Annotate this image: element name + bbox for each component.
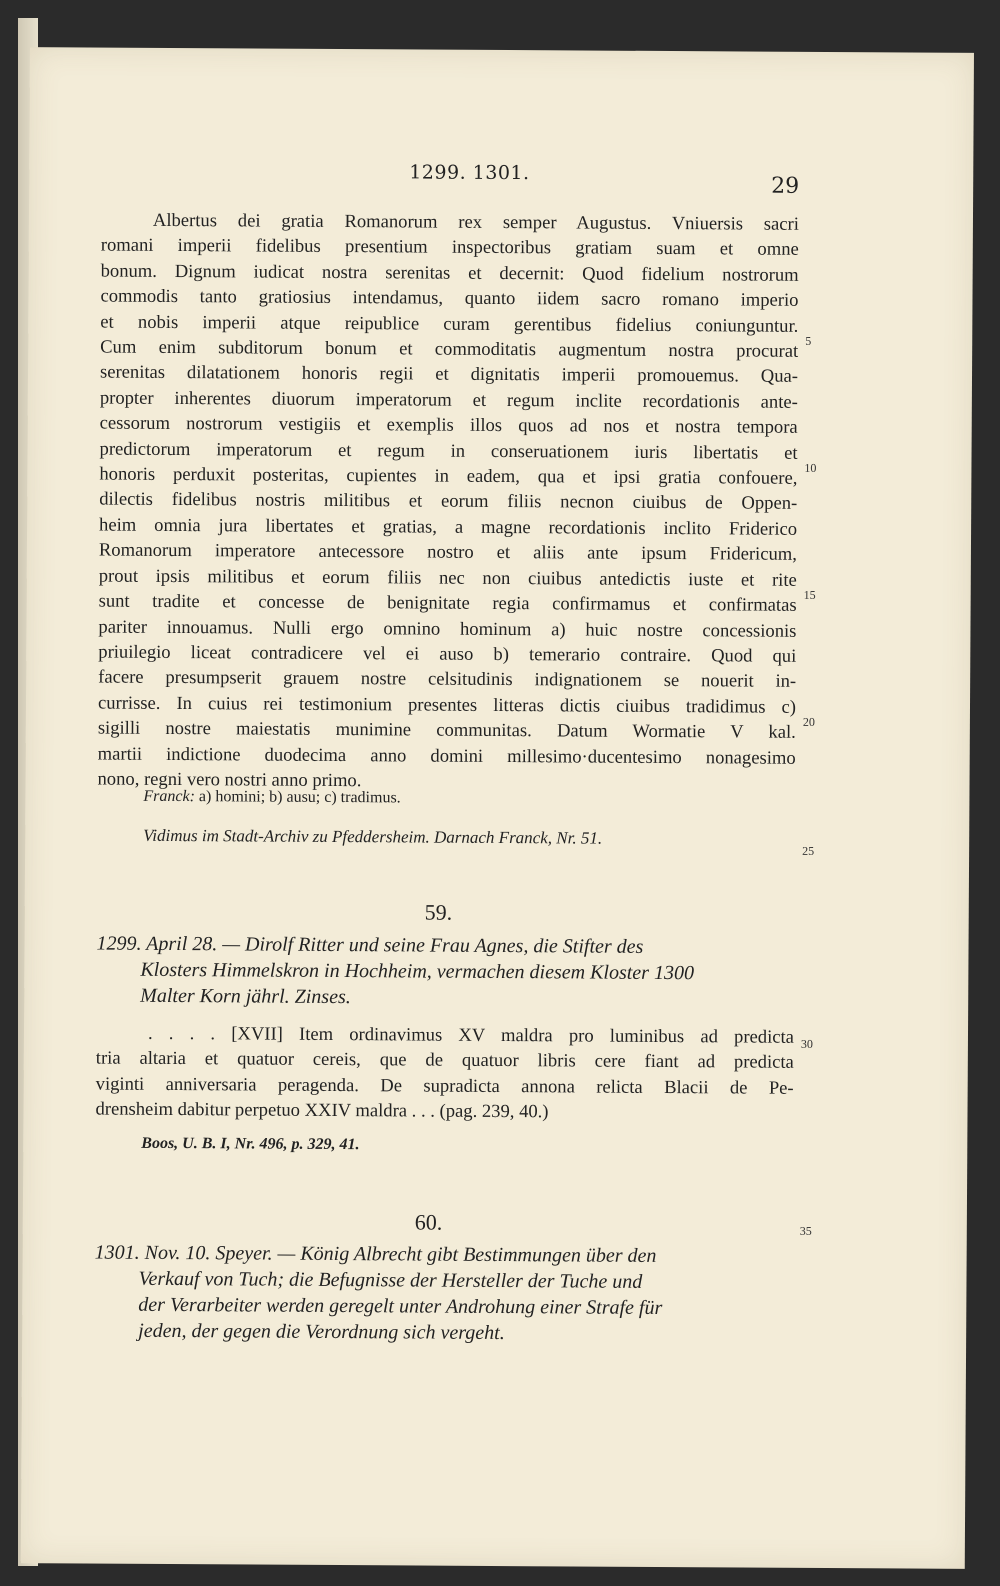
- text-line: sunt tradite et concesse de benignitate regia confirmamus et confirmatas: [98, 590, 797, 616]
- regest-line: jeden, der gegen die Verordnung sich vergeht.: [138, 1319, 505, 1345]
- regest-line: 1299. April 28. — Dirolf Ritter und seine Frau Agnes, die Stifter des: [96, 932, 644, 958]
- document-59-text: [95, 1021, 794, 1127]
- text-line: facere presumpserit grauem nostre celsitudinis indignationem se nouerit in-: [98, 666, 797, 693]
- regest-line: der Verarbeiter werden geregelt unter Androhung einer Strafe für: [138, 1293, 663, 1320]
- footnote-text: a) homini; b) ausu; c) tradimus.: [198, 788, 401, 807]
- line-number-10: 10: [804, 460, 817, 475]
- text-line: predictorum imperatorum et regum in conseruationem iuris libertatis et: [99, 438, 798, 464]
- text-line: serenitas dilatationem honoris regii et dignitatis imperii promouemus. Qua-: [99, 361, 799, 388]
- text-line: cessorum nostrorum vestigiis et exemplis illos quos ad nos et nostra tempora: [99, 412, 798, 439]
- source-note-59: Boos, U. B. I, Nr. 496, p. 329, 41.: [141, 1134, 360, 1154]
- text-line: priuilegio liceat contradicere vel ei auso b) temerario contraire. Quod qui: [98, 641, 797, 667]
- line-number-15: 15: [803, 587, 816, 602]
- line-number-20: 20: [802, 714, 815, 729]
- line-number-35: 35: [799, 1223, 812, 1238]
- text-line: dilectis fidelibus nostris militibus et eorum filiis necnon ciuibus de Oppen-: [99, 489, 798, 515]
- text-line: Cum enim subditorum bonum et commoditatis augmentum nostra procurat: [100, 336, 799, 362]
- footnote: [143, 788, 400, 808]
- text-line: heim omnia jura libertates et gratias, a magne recordationis inclito Friderico: [99, 514, 798, 540]
- text-line: honoris perduxit posteritas, cupientes in eadem, qua et ipsi gratia confouere,: [99, 463, 798, 489]
- text-line: Romanorum imperatore antecessore nostro et aliis ante ipsum Fridericum,: [98, 539, 797, 566]
- text-line: sigilli nostre maiestatis munimine communitas. Datum Wormatie V kal.: [97, 717, 796, 743]
- regest-line: Klosters Himmelskron in Hochheim, vermachen diesem Kloster 1300: [140, 958, 695, 985]
- document-number-59: 59.: [424, 899, 453, 925]
- source-note-58: Vidimus im Stadt-Archiv zu Pfeddersheim. Darnach Franck, Nr. 51.: [143, 825, 603, 848]
- text-line: tria altaria et quatuor cereis, que de quatuor libris cere fiant ad predicta: [95, 1047, 794, 1074]
- regest-line: Malter Korn jährl. Zinses.: [140, 984, 351, 1009]
- regest-59: [96, 931, 796, 1013]
- text-line: et nobis imperii atque reipublice curam gerentibus fidelius coniunguntur.: [100, 311, 799, 337]
- text-line: bonum. Dignum iudicat nostra serenitas et decernit: Quod fidelium nostrorum: [100, 260, 799, 286]
- text-line: viginti anniversaria peragenda. De supradicta annona relicta Blacii de Pe-: [95, 1073, 794, 1099]
- text-line: Albertus dei gratia Romanorum rex semper Augustus. Vniuersis sacri: [152, 209, 800, 235]
- document-58-text: [97, 208, 799, 797]
- text-line: currisse. In cuius rei testimonium presentes litteras dictis ciuibus tradidimus c): [97, 692, 797, 718]
- line-number-25: 25: [802, 843, 815, 858]
- text-line: nono, regni vero nostri anno primo.: [97, 768, 362, 792]
- regest-60: [94, 1240, 795, 1348]
- text-line: propter inherentes diuorum imperatorum et regum inclite recordationis ante-: [99, 387, 798, 413]
- text-line: romani imperii fidelibus presentium inspectoribus gratiam suam et omne: [100, 234, 799, 261]
- text-line: martii indictione duodecima anno domini millesimo·ducentesimo nonagesimo: [97, 743, 796, 769]
- text-line: . . . . [XVII] Item ordinavimus XV maldra pro luminibus ad predicta: [147, 1022, 795, 1048]
- footnote-label: Franck:: [143, 787, 196, 806]
- text-line: prout ipsis militibus et eorum filiis nec non ciuibus antedictis iuste et rite: [98, 565, 797, 591]
- page-number: 29: [771, 173, 800, 199]
- text-line: pariter innouamus. Nulli ergo omnino hominum a) huic nostre concessionis: [98, 616, 797, 642]
- line-number-30: 30: [800, 1036, 813, 1051]
- text-line: commodis tanto gratiosius intendamus, quanto iidem sacro romano imperio: [100, 285, 799, 312]
- text-line: drensheim dabitur perpetuo XXIV maldra . . . (pag. 239, 40.): [95, 1098, 549, 1123]
- document-number-60: 60.: [414, 1209, 443, 1235]
- running-head: 1299. 1301.: [409, 161, 530, 185]
- regest-line: 1301. Nov. 10. Speyer. — König Albrecht gibt Bestimmungen über den: [94, 1241, 657, 1267]
- line-number-5: 5: [805, 333, 812, 348]
- regest-line: Verkauf von Tuch; die Befugnisse der Hersteller der Tuche und: [138, 1267, 643, 1293]
- book-page: [21, 47, 974, 1569]
